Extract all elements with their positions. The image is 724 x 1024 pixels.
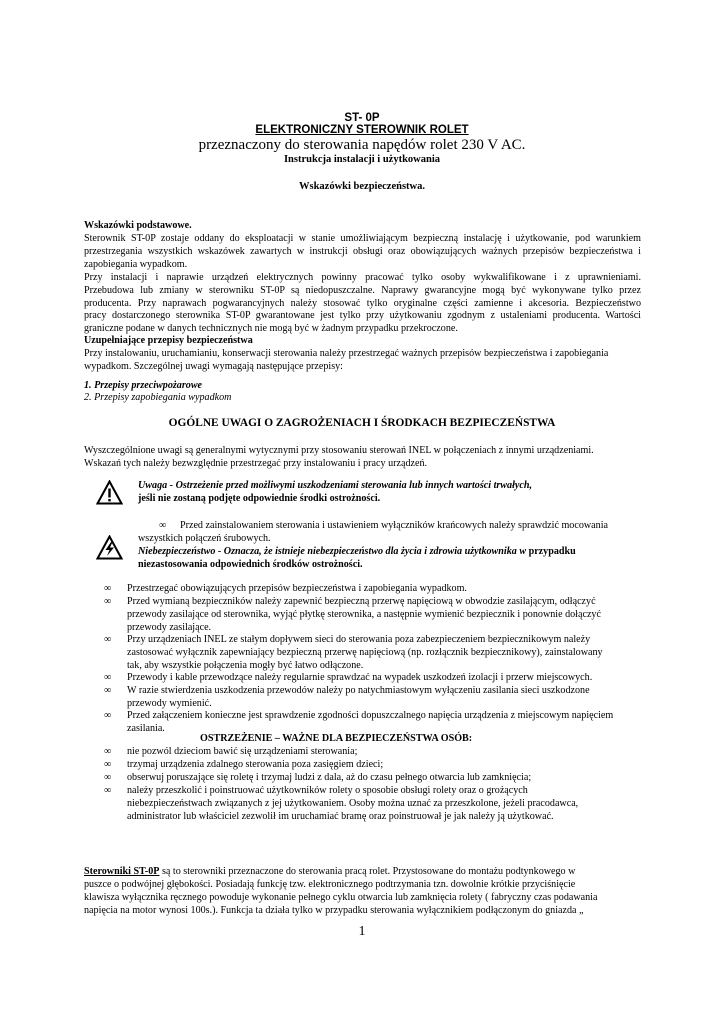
text-line: tak, aby wszystkie połączenia mogły być łatwo odłączone. xyxy=(127,659,364,671)
text-line: przewody zasilające od sterownika, wyjąć płytkę sterownika, a następnie wymienić bezpiecznik i ponownie dołączyć xyxy=(127,608,601,620)
text-line: Przy instalowaniu, uruchamianiu, konserwacji sterowania należy przestrzegać ważnych przepisów bezpieczeństwa i zapobiegania xyxy=(84,348,609,359)
list-item xyxy=(127,634,647,672)
text-line: Wyszczególnione uwagi są generalnymi wytycznymi przy stosowaniu sterowań INEL w połączeniach z innymi urządzeniami. xyxy=(84,445,594,456)
list-item xyxy=(127,772,647,785)
text-line: nie pozwól dzieciom bawić się urządzeniami sterowania; xyxy=(127,746,358,757)
supplementary-heading: Uzupełniające przepisy bezpieczeństwa xyxy=(84,335,253,346)
text-line: producenta. Przy naprawach pogwarancyjnych należy stosować tylko oryginalne części zamienne i akcesoria. Bezpieczeństwo xyxy=(84,297,641,309)
text-line: zastosować wyłącznik zapewniający bezpieczną przerwę napięciową (np. rozłącznik bezpiecznikowy), zainstalowany xyxy=(127,646,603,658)
description-paragraph xyxy=(84,879,644,918)
danger-line-2: niezastosowania odpowiednich środków ostrożności. xyxy=(138,559,363,570)
product-title: ELEKTRONICZNY STEROWNIK ROLET xyxy=(255,124,469,136)
text-line: graniczne podane w danych technicznych nie mogą być w żadnym przypadku przekroczone. xyxy=(84,323,458,335)
bullet-symbol: ∞ xyxy=(104,583,112,594)
text-line: wypadkom. Szczególnej uwagi wymagają następujące przepisy: xyxy=(84,360,343,372)
text-line: Przebudowa lub zmiany w sterowniku ST-0P są niedopuszczalne. Naprawy gwarancyjne mogą być wykonywane tylko przez xyxy=(84,284,641,296)
bullet-symbol: ∞ xyxy=(104,759,112,770)
text-line: W razie stwierdzenia uszkodzenia przewodów należy po natychmiastowym wyłączeniu zasilania sieci uszkodzone xyxy=(127,685,590,696)
text-line: należy przeszkolić i poinstruować użytkowników rolety o sposobie obsługi rolety oraz o grożących xyxy=(127,785,528,796)
text-line: Przestrzegać obowiązujących przepisów bezpieczeństwa i zapobiegania wypadkom. xyxy=(127,583,467,594)
danger-line-1-rest: przypadku xyxy=(526,546,576,557)
basic-heading: Wskazówki podstawowe. xyxy=(84,220,192,231)
rule-accidents: 2. Przepisy zapobiegania wypadkom xyxy=(84,392,232,403)
text-line: pracy dostarczonego sterownika ST-0P gwarantowane jest tylko przy użytkowaniu zgodnym z ustaleniami producenta. Wartości xyxy=(84,310,641,322)
text-line: puszce o podwójnej głębokości. Posiadają funkcję tzw. elektronicznego podtrzymania tzn. dowolnie krótkie przyciśnięcie xyxy=(84,879,576,890)
mount-note-line-2: wszystkich połączeń śrubowych. xyxy=(138,533,271,544)
text-line: Sterownik ST-0P zostaje oddany do eksploatacji w stanie umożliwiającym bezpieczną instalację i użytkowanie, pod warunkiem xyxy=(84,233,641,244)
list-item xyxy=(127,672,647,685)
bullet-symbol: ∞ xyxy=(104,685,112,696)
text-line: zapobiegania wypadkom. xyxy=(84,258,188,270)
text-line: przewody zasilające. xyxy=(127,621,212,633)
manual-title: Instrukcja instalacji i użytkowania xyxy=(283,154,441,165)
description-lead: Sterowniki ST-0P xyxy=(84,866,160,877)
description-line-1-rest: są to sterowniki przeznaczone do sterowania pracą rolet. Przystosowane do montażu podtynkowego w xyxy=(159,866,576,877)
list-item xyxy=(127,759,647,772)
warning-line-1: Uwaga - Ostrzeżenie przed możliwymi uszkodzeniami sterowania lub innych wartości trwałych, xyxy=(138,480,532,491)
text-line: Przy urządzeniach INEL ze stałym dopływem sieci do sterowania poza zabezpieczeniem bezpiecznikowym należy xyxy=(127,634,591,645)
bullet-symbol: ∞ xyxy=(159,520,167,531)
list-item xyxy=(127,685,647,711)
list-item xyxy=(127,583,647,596)
bullet-symbol: ∞ xyxy=(104,710,112,721)
general-heading: OGÓLNE UWAGI O ZAGROŻENIACH I ŚRODKACH BEZPIECZEŃSTWA xyxy=(168,417,556,429)
text-line: trzymaj urządzenia zdalnego sterowania poza zasięgiem dzieci; xyxy=(127,759,384,770)
text-line: Przy instalacji i naprawie urządzeń elektrycznych powinny pracować tylko osoby wykwalifikowane i z uprawnieniami. xyxy=(84,271,641,283)
description-line-1 xyxy=(84,866,644,879)
bullet-symbol: ∞ xyxy=(104,672,112,683)
general-paragraph xyxy=(84,445,641,471)
caution-heading: OSTRZEŻENIE – WAŻNE DLA BEZPIECZEŃSTWA OSÓB: xyxy=(200,733,473,744)
list-item xyxy=(127,785,647,823)
danger-line-1-italic: Niebezpieczeństwo - Oznacza, że istnieje niebezpieczeństwo dla życia i zdrowia użytkownika w xyxy=(138,546,527,557)
text-line: przewody wymienić. xyxy=(127,697,212,709)
text-line: niebezpieczeństwach związanych z jej użytkowaniem. Osoby można uznać za przeszkolone, jeżeli pracodawca, xyxy=(127,797,579,809)
basic-paragraph xyxy=(84,233,641,336)
page-number: 1 xyxy=(358,924,366,939)
text-line: Wskazań tych należy bezwzględnie przestrzegać przy instalowaniu i pracy urządzeń. xyxy=(84,457,428,469)
text-line: administrator lub właściciel zezwolił im uruchamiać bramę oraz poinstruował je jak należy ją użytkować. xyxy=(127,810,554,822)
bullet-symbol: ∞ xyxy=(104,596,112,607)
list-item xyxy=(127,596,647,634)
model-title: ST- 0P xyxy=(344,112,380,124)
text-line: klawisza wyłącznika ręcznego powoduje wykonanie pełnego cyklu otwarcia lub zamknięcia rolety ( fabryczny czas podawania xyxy=(84,891,598,903)
bullet-symbol: ∞ xyxy=(104,746,112,757)
rule-fire: 1. Przepisy przeciwpożarowe xyxy=(84,380,203,391)
high-voltage-icon xyxy=(96,535,123,560)
text-line: Przed wymianą bezpieczników należy zapewnić bezpieczną przerwę napięciową w obwodzie zasilającym, odłączyć xyxy=(127,596,596,607)
text-line: Przed załączeniem konieczne jest sprawdzenie zgodności dopuszczalnego napięcia urządzenia z miejscowym napięciem xyxy=(127,710,614,721)
danger-line-1 xyxy=(138,546,576,559)
purpose-line: przeznaczony do sterowania napędów rolet 230 V AC. xyxy=(198,137,526,153)
bullet-symbol: ∞ xyxy=(104,634,112,645)
text-line: przestrzegania wszystkich wskazówek zawartych w instrukcji obsługi oraz obowiązujących ważnych przepisów bezpieczeństwa i xyxy=(84,245,641,257)
warning-line-2: jeśli nie zostaną podjęte odpowiednie środki ostrożności. xyxy=(138,493,381,504)
list-item xyxy=(127,746,647,759)
text-line: zasilania. xyxy=(127,722,165,734)
text-line: Przewody i kable przewodzące należy regularnie sprawdzać na wypadek uszkodzeń izolacji i przerw miejscowych. xyxy=(127,672,593,683)
list-item xyxy=(127,710,647,736)
bullet-symbol: ∞ xyxy=(104,772,112,783)
supplementary-paragraph xyxy=(84,348,641,374)
mount-note-line-1: Przed zainstalowaniem sterowania i ustawieniem wyłączników krańcowych należy sprawdzić mocowania xyxy=(180,520,608,531)
text-line: obserwuj poruszające się roletę i trzymaj ludzi z dala, aż do czasu pełnego otwarcia lub zamknięcia; xyxy=(127,772,532,783)
safety-title: Wskazówki bezpieczeństwa. xyxy=(299,181,425,192)
bullet-symbol: ∞ xyxy=(104,785,112,796)
text-line: napięcia na motor wynosi 100s.). Funkcja ta działa tylko w przypadku sterowania wyłącznikiem podłączonym do gniazda „ xyxy=(84,904,584,916)
warning-triangle-icon xyxy=(96,480,123,505)
